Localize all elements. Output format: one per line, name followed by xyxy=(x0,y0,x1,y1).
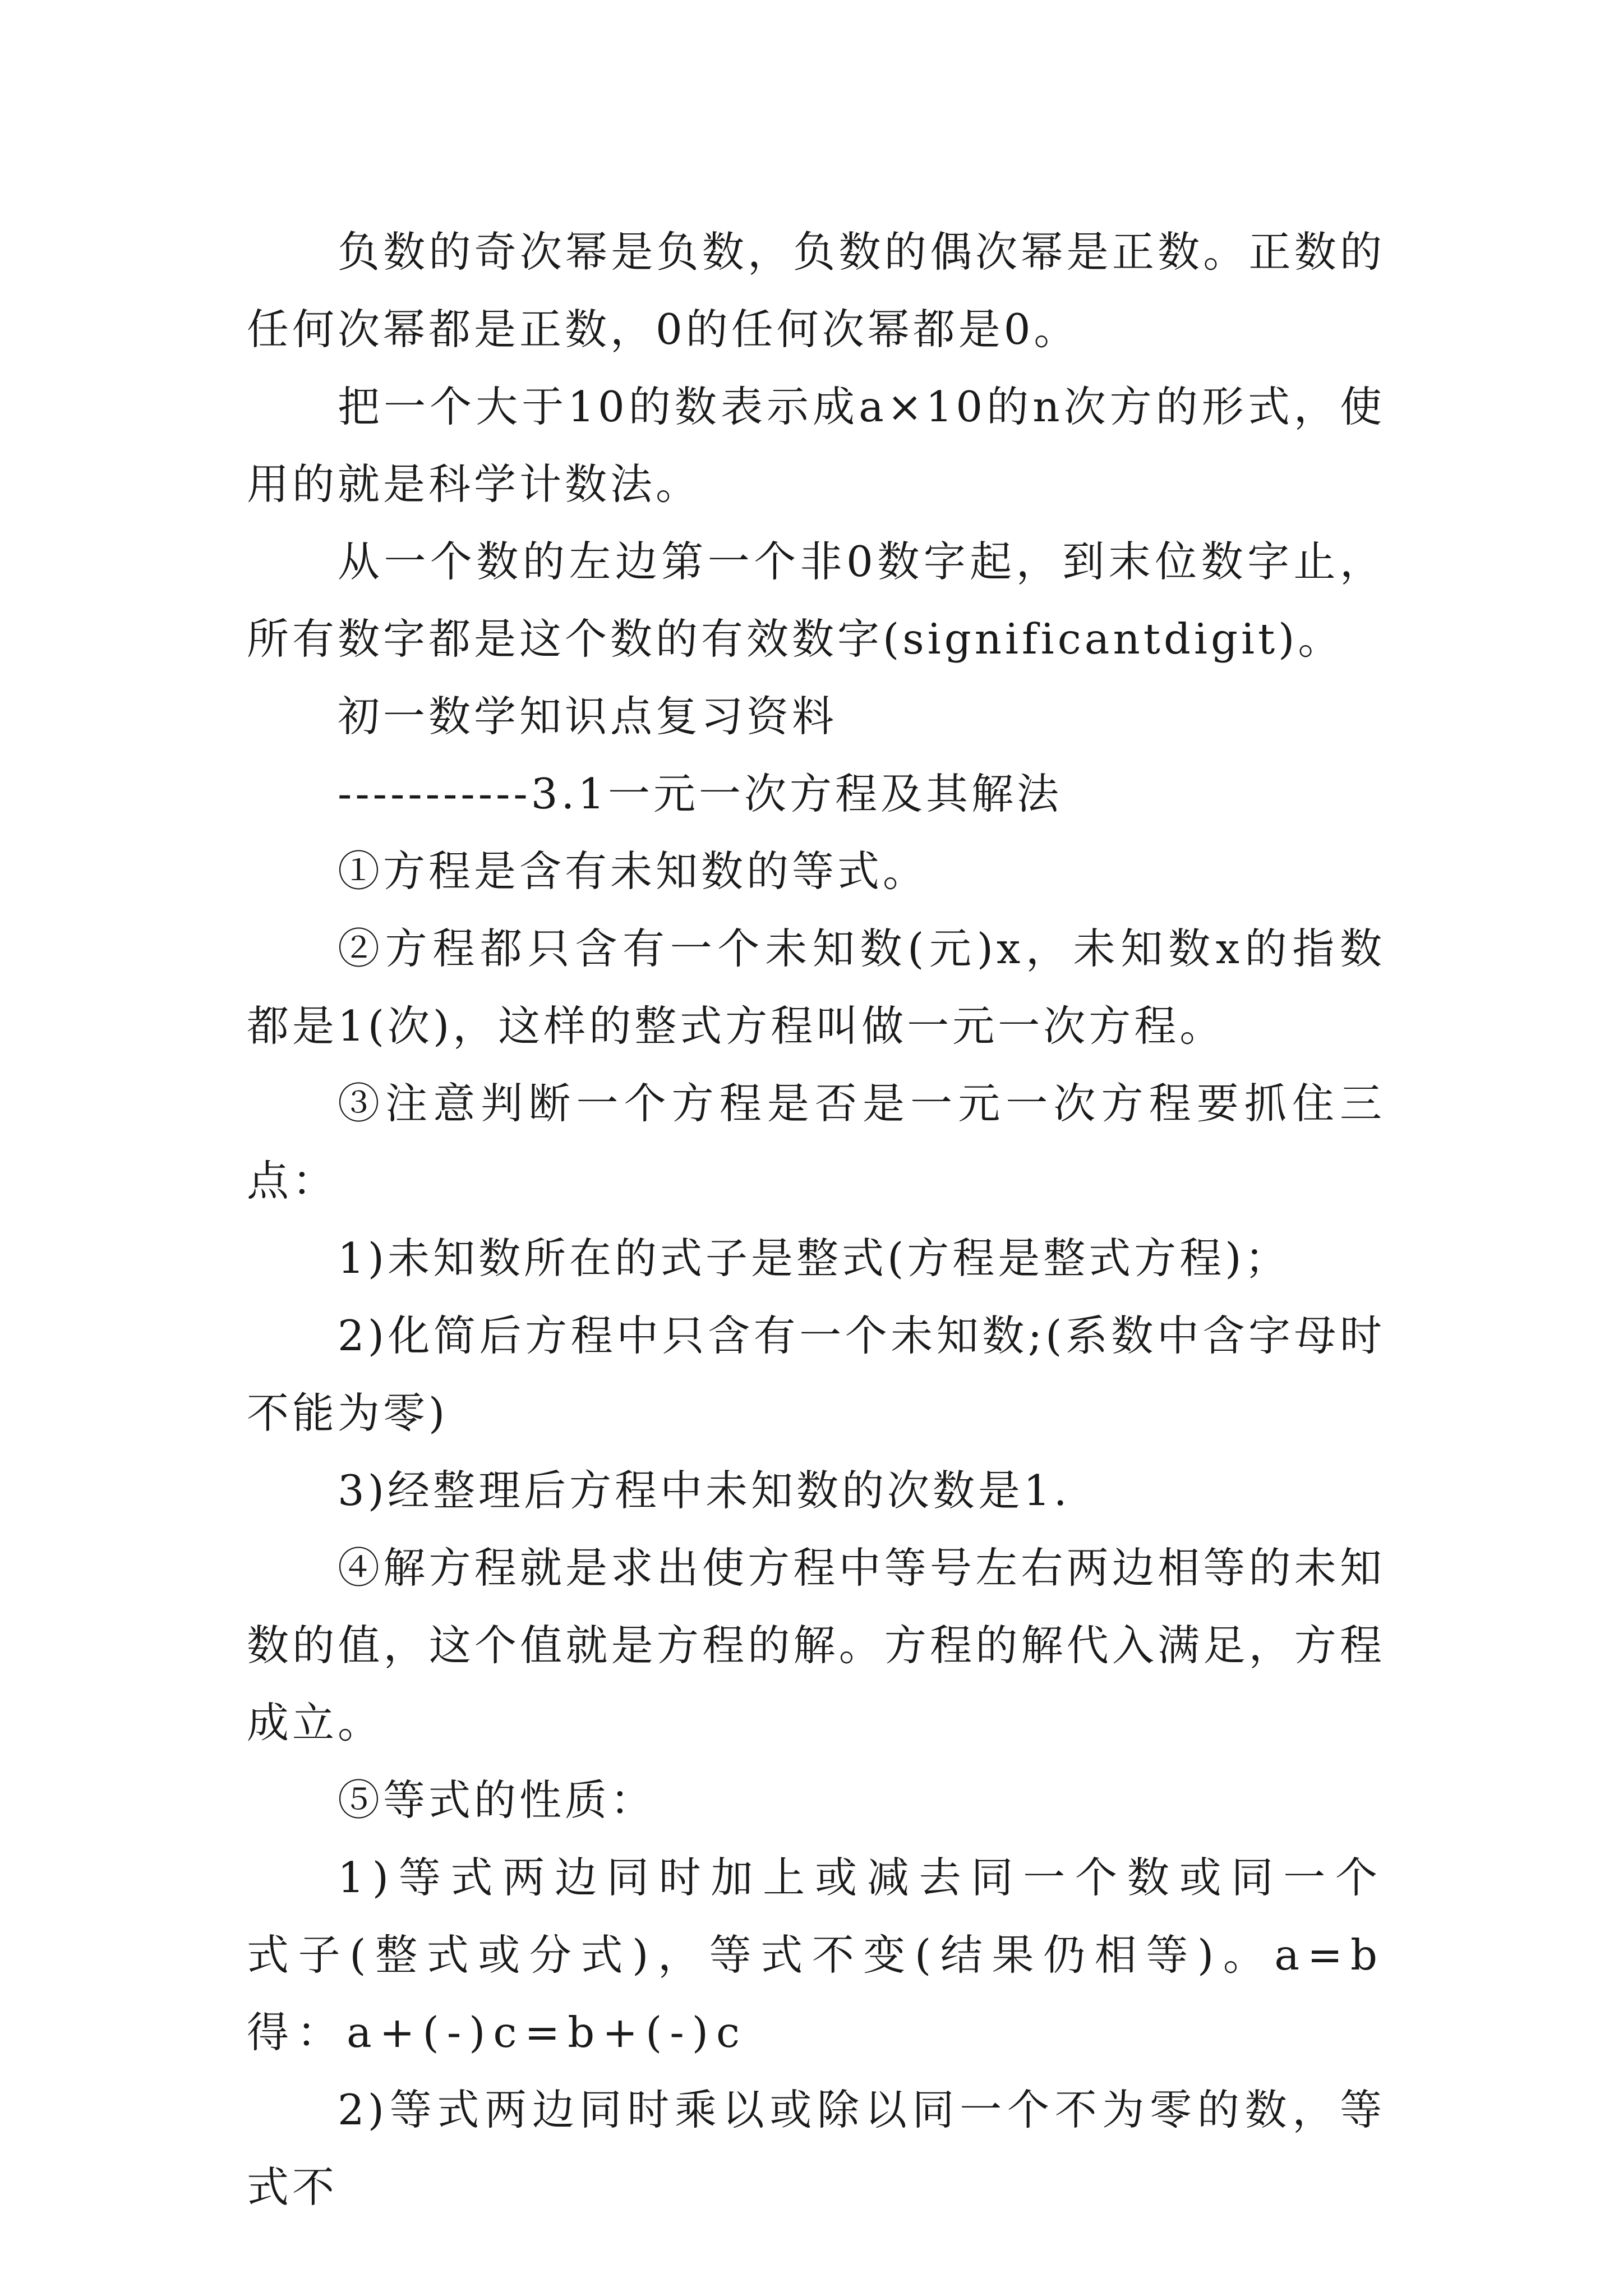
paragraph-point-3: ③注意判断一个方程是否是一元一次方程要抓住三点： xyxy=(247,1079,1385,1205)
paragraph-sub-3: 3)经整理后方程中未知数的次数是1. xyxy=(338,1466,1071,1515)
paragraph-sub-1: 1)未知数所在的式子是整式(方程是整式方程)； xyxy=(338,1234,1290,1283)
document-body xyxy=(247,213,1385,2226)
paragraph-point-2: ②方程都只含有一个未知数(元)x，未知数x的指数都是1(次)，这样的整式方程叫做一元一次方程。 xyxy=(247,924,1385,1051)
paragraph-significant-digits: 从一个数的左边第一个非0数字起，到末位数字止，所有数字都是这个数的有效数字(significantdigit)。 xyxy=(247,537,1385,664)
paragraph-point-5: ⑤等式的性质： xyxy=(338,1775,656,1825)
paragraph-equality-property-2: 2)等式两边同时乘以或除以同一个不为零的数，等式不 xyxy=(247,2085,1385,2212)
paragraph-equality-property-1: 1)等式两边同时加上或减去同一个数或同一个式子(整式或分式)，等式不变(结果仍相等)。a=b得：a+(-)c=b+(-)c xyxy=(247,1853,1385,2057)
paragraph-powers-of-negative-numbers: 负数的奇次幂是负数，负数的偶次幂是正数。正数的任何次幂都是正数，0的任何次幂都是0。 xyxy=(247,227,1385,354)
paragraph-point-4: ④解方程就是求出使方程中等号左右两边相等的未知数的值，这个值就是方程的解。方程的解代入满足，方程成立。 xyxy=(247,1543,1385,1747)
subsection-heading: -----------3.1一元一次方程及其解法 xyxy=(338,769,1063,818)
section-heading: 初一数学知识点复习资料 xyxy=(338,692,838,741)
paragraph-scientific-notation: 把一个大于10的数表示成a×10的n次方的形式，使用的就是科学计数法。 xyxy=(247,382,1385,509)
paragraph-sub-2: 2)化简后方程中只含有一个未知数;(系数中含字母时不能为零) xyxy=(247,1311,1385,1438)
paragraph-point-1: ①方程是含有未知数的等式。 xyxy=(338,846,929,896)
